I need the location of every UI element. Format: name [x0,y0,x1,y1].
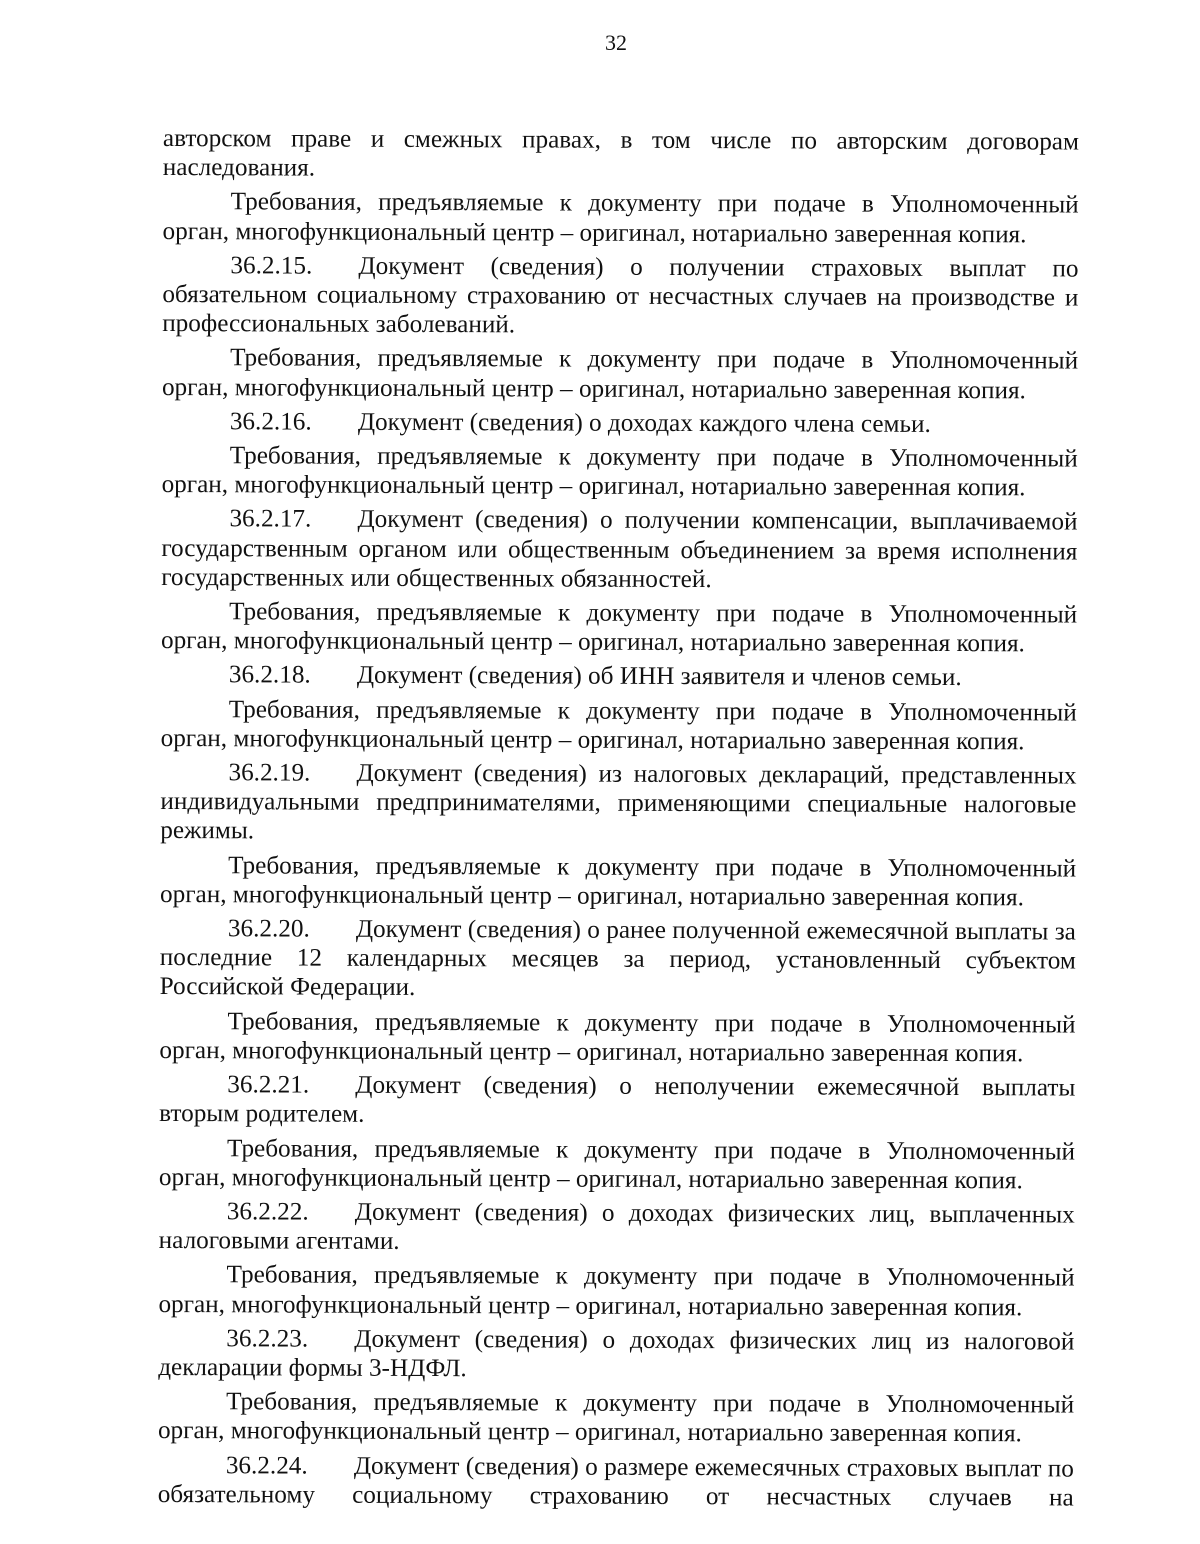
requirements-text: Требования, предъявляемые к документу при подаче в Уполномоченный орган, многофункциональный центр – оригинал, нотариально заверенная копия. [159,851,1077,912]
numbered-item [160,914,1076,1005]
requirements-paragraph [161,695,1077,757]
item-text: Документ (сведения) о доходах каждого члена семьи. [357,408,931,438]
item-number: 36.2.24. [225,1451,308,1480]
requirements-paragraph [162,441,1078,503]
item-number: 36.2.21. [227,1071,310,1099]
document-body [158,124,1079,1517]
item-text: Документ (сведения) о размере ежемесячных страховых выплат по обязательному социальному страхованию от несчастных случаев на [157,1452,1074,1512]
item-text: Документ (сведения) о ранее полученной ежемесячной выплаты за последние 12 календарных месяцев за период, установленный субъектом Российской Федерации. [159,915,1076,1002]
requirements-text: Требования, предъявляемые к документу при подаче в Уполномоченный орган, многофункциональный центр – оригинал, нотариально заверенная копия. [160,598,1078,658]
paragraph-continuation [163,124,1079,186]
item-number: 36.2.16. [229,408,312,436]
requirements-paragraph [158,1260,1074,1322]
numbered-item [161,660,1077,693]
requirements-paragraph [160,851,1076,913]
requirements-text: Требования, предъявляемые к документу при подаче в Уполномоченный орган, многофункциональный центр – оригинал, нотариально заверенная копия. [158,1134,1076,1195]
numbered-item [162,407,1078,440]
requirements-text: Требования, предъявляемые к документу при подаче в Уполномоченный орган, многофункциональный центр – оригинал, нотариально заверенная копия. [162,188,1079,248]
requirements-paragraph [159,1133,1075,1195]
item-number: 36.2.18. [228,661,311,690]
item-number: 36.2.19. [228,759,311,787]
item-text: Документ (сведения) из налоговых деклараций, представленных индивидуальными предпринимателями, применяющими специальные налоговые режимы. [160,759,1077,845]
requirements-paragraph [163,187,1079,249]
requirements-paragraph [161,597,1077,659]
requirements-paragraph [159,1007,1075,1069]
item-text: Документ (сведения) о доходах физических лиц из налоговой декларации формы 3-НДФЛ. [158,1325,1075,1383]
requirements-paragraph [158,1387,1074,1449]
item-number: 36.2.23. [226,1324,309,1353]
item-text: Документ (сведения) о получении страховых выплат по обязательном социальному страхованию от несчастных случаев на производстве и профессиональных заболеваний. [162,252,1079,339]
numbered-item [158,1324,1074,1386]
requirements-text: Требования, предъявляемые к документу при подаче в Уполномоченный орган, многофункциональный центр – оригинал, нотариально заверенная копия. [159,1007,1076,1068]
requirements-text: Требования, предъявляемые к документу при подаче в Уполномоченный орган, многофункциональный центр – оригинал, нотариально заверенная копия. [161,442,1078,502]
requirements-text: Требования, предъявляемые к документу при подаче в Уполномоченный орган, многофункциональный центр – оригинал, нотариально заверенная копия. [158,1261,1075,1321]
item-text: Документ (сведения) о получении компенсации, выплачиваемой государственным органом или общественным объединением за время исполнения государственных или общественных обязанностей. [161,506,1078,593]
numbered-item [159,1197,1075,1259]
requirements-text: Требования, предъявляемые к документу при подаче в Уполномоченный орган, многофункциональный центр – оригинал, нотариально заверенная копия. [160,695,1077,756]
paragraph-text: авторском праве и смежных правах, в том числе по авторским договорам наследования. [162,124,1079,182]
requirements-paragraph [162,343,1078,405]
item-text: Документ (сведения) о доходах физических лиц, выплаченных налоговыми агентами. [158,1198,1075,1256]
item-number: 36.2.20. [227,915,310,943]
numbered-item [158,1451,1074,1513]
numbered-item [160,758,1076,849]
numbered-item [161,504,1077,595]
item-text: Документ (сведения) о неполучении ежемесячной выплаты вторым родителем. [159,1071,1076,1129]
numbered-item [162,251,1078,342]
item-number: 36.2.15. [230,252,313,280]
item-number: 36.2.22. [226,1198,309,1226]
item-text: Документ (сведения) об ИНН заявителя и членов семьи. [356,662,962,692]
item-number: 36.2.17. [229,505,312,534]
requirements-text: Требования, предъявляемые к документу при подаче в Уполномоченный орган, многофункциональный центр – оригинал, нотариально заверенная копия. [161,344,1079,404]
requirements-text: Требования, предъявляемые к документу при подаче в Уполномоченный орган, многофункциональный центр – оригинал, нотариально заверенная копия. [157,1388,1075,1448]
page-number: 32 [605,30,627,55]
numbered-item [159,1070,1075,1132]
